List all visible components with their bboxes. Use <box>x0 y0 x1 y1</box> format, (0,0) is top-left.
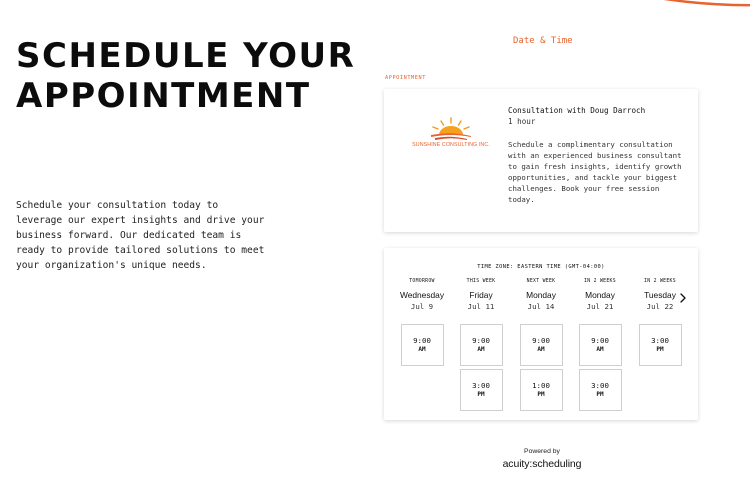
appointment-name: Consultation with Doug Darroch <box>508 106 646 115</box>
powered-by-label: Powered by <box>524 448 560 455</box>
step-date-time[interactable]: Date & Time <box>513 36 573 46</box>
slot-time: 9:00 <box>472 336 490 345</box>
acuity-brand: acuity:scheduling <box>502 458 582 470</box>
day-date: Jul 14 <box>527 302 555 311</box>
day-column-1 <box>455 279 507 311</box>
day-relative: IN 2 WEEKS <box>584 279 616 284</box>
chevron-right-icon[interactable] <box>679 293 687 303</box>
day-weekday: Tuesday <box>644 290 676 300</box>
time-slot-button[interactable] <box>520 369 563 411</box>
page-title: SCHEDULE YOUR APPOINTMENT <box>16 36 356 116</box>
slot-time: 3:00 <box>591 381 609 390</box>
time-selection-card <box>384 248 698 420</box>
slot-ampm: PM <box>656 346 664 353</box>
day-weekday: Monday <box>585 290 615 300</box>
day-column-2 <box>515 279 567 311</box>
slot-ampm: PM <box>537 391 545 398</box>
appointment-duration: 1 hour <box>508 117 536 126</box>
appointment-info <box>508 105 686 205</box>
time-slot-button[interactable] <box>579 324 622 366</box>
powered-by[interactable] <box>500 448 584 470</box>
slot-time: 9:00 <box>532 336 550 345</box>
slots-column-4 <box>634 324 686 366</box>
day-column-3 <box>574 279 626 311</box>
slot-time: 9:00 <box>591 336 609 345</box>
day-relative: NEXT WEEK <box>526 279 556 284</box>
slot-time: 9:00 <box>413 336 431 345</box>
slot-ampm: AM <box>477 346 485 353</box>
time-slot-button[interactable] <box>460 369 503 411</box>
section-label-appointment: APPOINTMENT <box>385 75 426 81</box>
day-weekday: Friday <box>469 290 493 300</box>
day-date: Jul 21 <box>586 302 614 311</box>
day-relative: IN 2 WEEKS <box>644 279 676 284</box>
logo-text: SUNSHINE CONSULTING INC. <box>412 142 490 148</box>
slots-column-3 <box>574 324 626 411</box>
slots-column-1 <box>455 324 507 411</box>
day-relative: THIS WEEK <box>466 279 496 284</box>
day-relative: TOMORROW <box>409 279 435 284</box>
appointment-card <box>384 89 698 232</box>
slot-time: 3:00 <box>651 336 669 345</box>
slots-column-0 <box>396 324 448 366</box>
time-slot-button[interactable] <box>401 324 444 366</box>
slot-time: 1:00 <box>532 381 550 390</box>
day-date: Jul 9 <box>410 302 434 311</box>
time-slot-button[interactable] <box>579 369 622 411</box>
slot-ampm: PM <box>596 391 604 398</box>
slot-ampm: PM <box>477 391 485 398</box>
slot-ampm: AM <box>537 346 545 353</box>
slot-ampm: AM <box>596 346 604 353</box>
sunrise-logo-icon <box>429 115 473 141</box>
appointment-description: Schedule a complimentary consultation with an experienced business consultant to gain fresh insights, identify growth opportunities, and tackle your biggest challenges. Book your free session today. <box>508 140 682 204</box>
hero-description: Schedule your consultation today to leverage our expert insights and drive your business forward. Our dedicated team is ready to provide tailored solutions to meet your organization's unique needs. <box>16 200 265 271</box>
day-date: Jul 22 <box>646 302 674 311</box>
day-column-0 <box>396 279 448 311</box>
slots-column-2 <box>515 324 567 411</box>
time-slot-button[interactable] <box>639 324 682 366</box>
slot-time: 3:00 <box>472 381 490 390</box>
timezone-label[interactable]: TIME ZONE: EASTERN TIME (GMT-04:00) <box>477 264 605 270</box>
company-logo <box>409 115 493 155</box>
slot-ampm: AM <box>418 346 426 353</box>
day-weekday: Monday <box>526 290 556 300</box>
decorative-arc <box>560 0 750 8</box>
day-weekday: Wednesday <box>399 290 445 300</box>
time-slot-button[interactable] <box>460 324 503 366</box>
time-slot-button[interactable] <box>520 324 563 366</box>
day-date: Jul 11 <box>467 302 495 311</box>
